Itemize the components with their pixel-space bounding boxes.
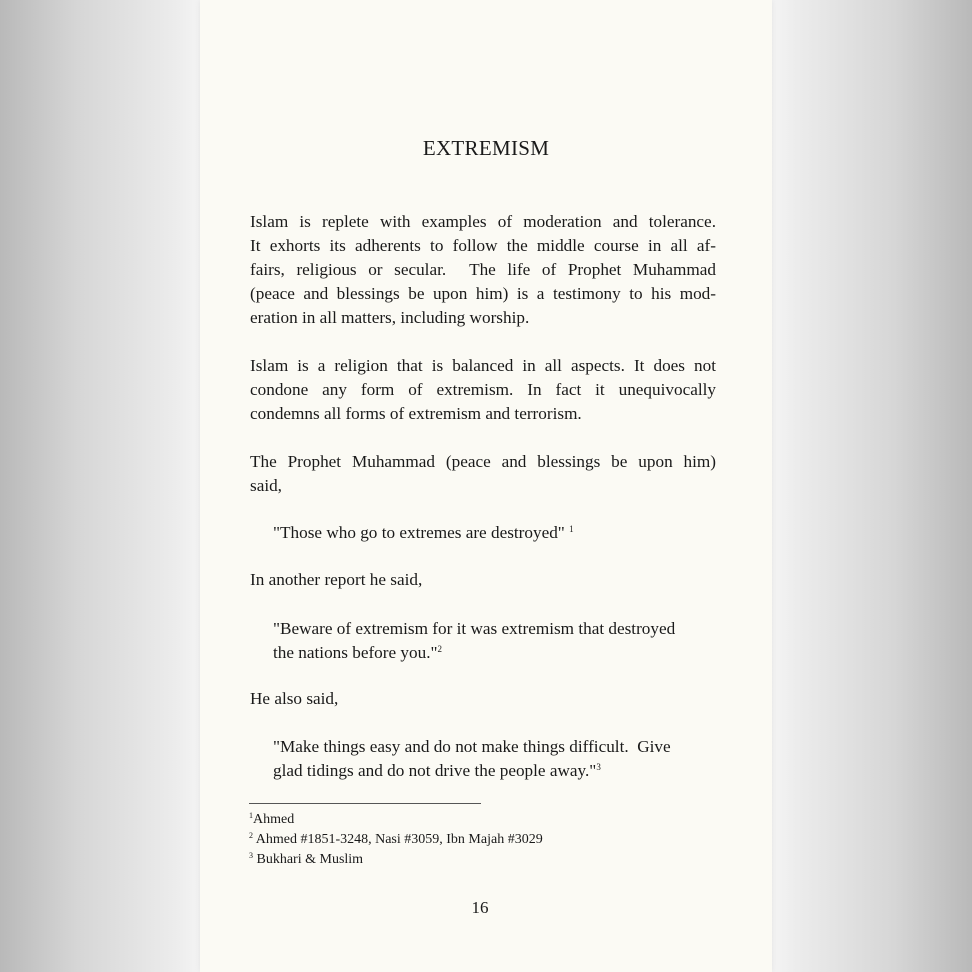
chapter-title: EXTREMISM xyxy=(422,136,550,160)
paragraph-moderation xyxy=(250,210,716,330)
paragraph-prophet-said xyxy=(250,450,716,498)
quote-make-things-easy xyxy=(273,735,716,783)
footnote xyxy=(249,850,543,870)
paragraph-line: The Prophet Muhammad (peace and blessings be upon him) xyxy=(250,452,716,471)
paragraph-balance xyxy=(250,354,716,426)
footnote-divider xyxy=(249,803,481,804)
footnote xyxy=(249,810,543,830)
paragraph-line: (peace and blessings be upon him) is a testimony to his mod- xyxy=(250,284,716,303)
quote-extremes xyxy=(273,521,716,545)
paragraph-line: Islam is a religion that is balanced in all aspects. It does not xyxy=(250,356,716,375)
paragraph-line: condone any form of extremism. In fact it unequivocally xyxy=(250,380,716,399)
footnote xyxy=(249,830,543,850)
quote-line: "Make things easy and do not make things difficult. Give xyxy=(273,737,671,756)
footnotes xyxy=(249,810,543,870)
footnote-text: Ahmed xyxy=(253,812,295,827)
paragraph-line: Islam is replete with examples of moderation and tolerance. xyxy=(250,212,716,231)
footnote-ref: 3 xyxy=(596,762,601,772)
paragraph-line: It exhorts its adherents to follow the middle course in all af- xyxy=(250,236,716,255)
quote-text: glad tidings and do not drive the people away." xyxy=(273,761,597,780)
quote-line xyxy=(273,521,716,545)
footnote-text: Ahmed #1851-3248, Nasi #3059, Ibn Majah #3029 xyxy=(255,832,543,847)
paragraph-line: He also said, xyxy=(250,689,339,708)
page-number: 16 xyxy=(471,898,489,917)
paragraph-line: In another report he said, xyxy=(250,570,423,589)
paragraph-line: eration in all matters, including worship. xyxy=(250,308,530,327)
paragraph-line: fairs, religious or secular. The life of Prophet Muhammad xyxy=(250,260,716,279)
paragraph-also-said xyxy=(250,687,716,711)
book-page xyxy=(200,0,772,972)
paragraph-line: condemns all forms of extremism and terrorism. xyxy=(250,404,582,423)
quote-line: "Beware of extremism for it was extremism that destroyed xyxy=(273,619,676,638)
footnote-marker: 2 xyxy=(249,831,253,840)
quote-beware xyxy=(273,617,716,665)
paragraph-another-report xyxy=(250,568,716,592)
footnote-marker: 1 xyxy=(249,811,253,820)
footnote-ref: 2 xyxy=(437,644,443,654)
footnote-text: Bukhari & Muslim xyxy=(256,852,364,867)
quote-line xyxy=(273,641,716,665)
quote-line xyxy=(273,759,716,783)
footnote-marker: 3 xyxy=(249,851,253,860)
paragraph-line: said, xyxy=(250,476,282,495)
quote-text: the nations before you." xyxy=(273,643,438,662)
quote-text: "Those who go to extremes are destroyed" xyxy=(273,523,565,542)
footnote-ref: 1 xyxy=(569,524,574,534)
